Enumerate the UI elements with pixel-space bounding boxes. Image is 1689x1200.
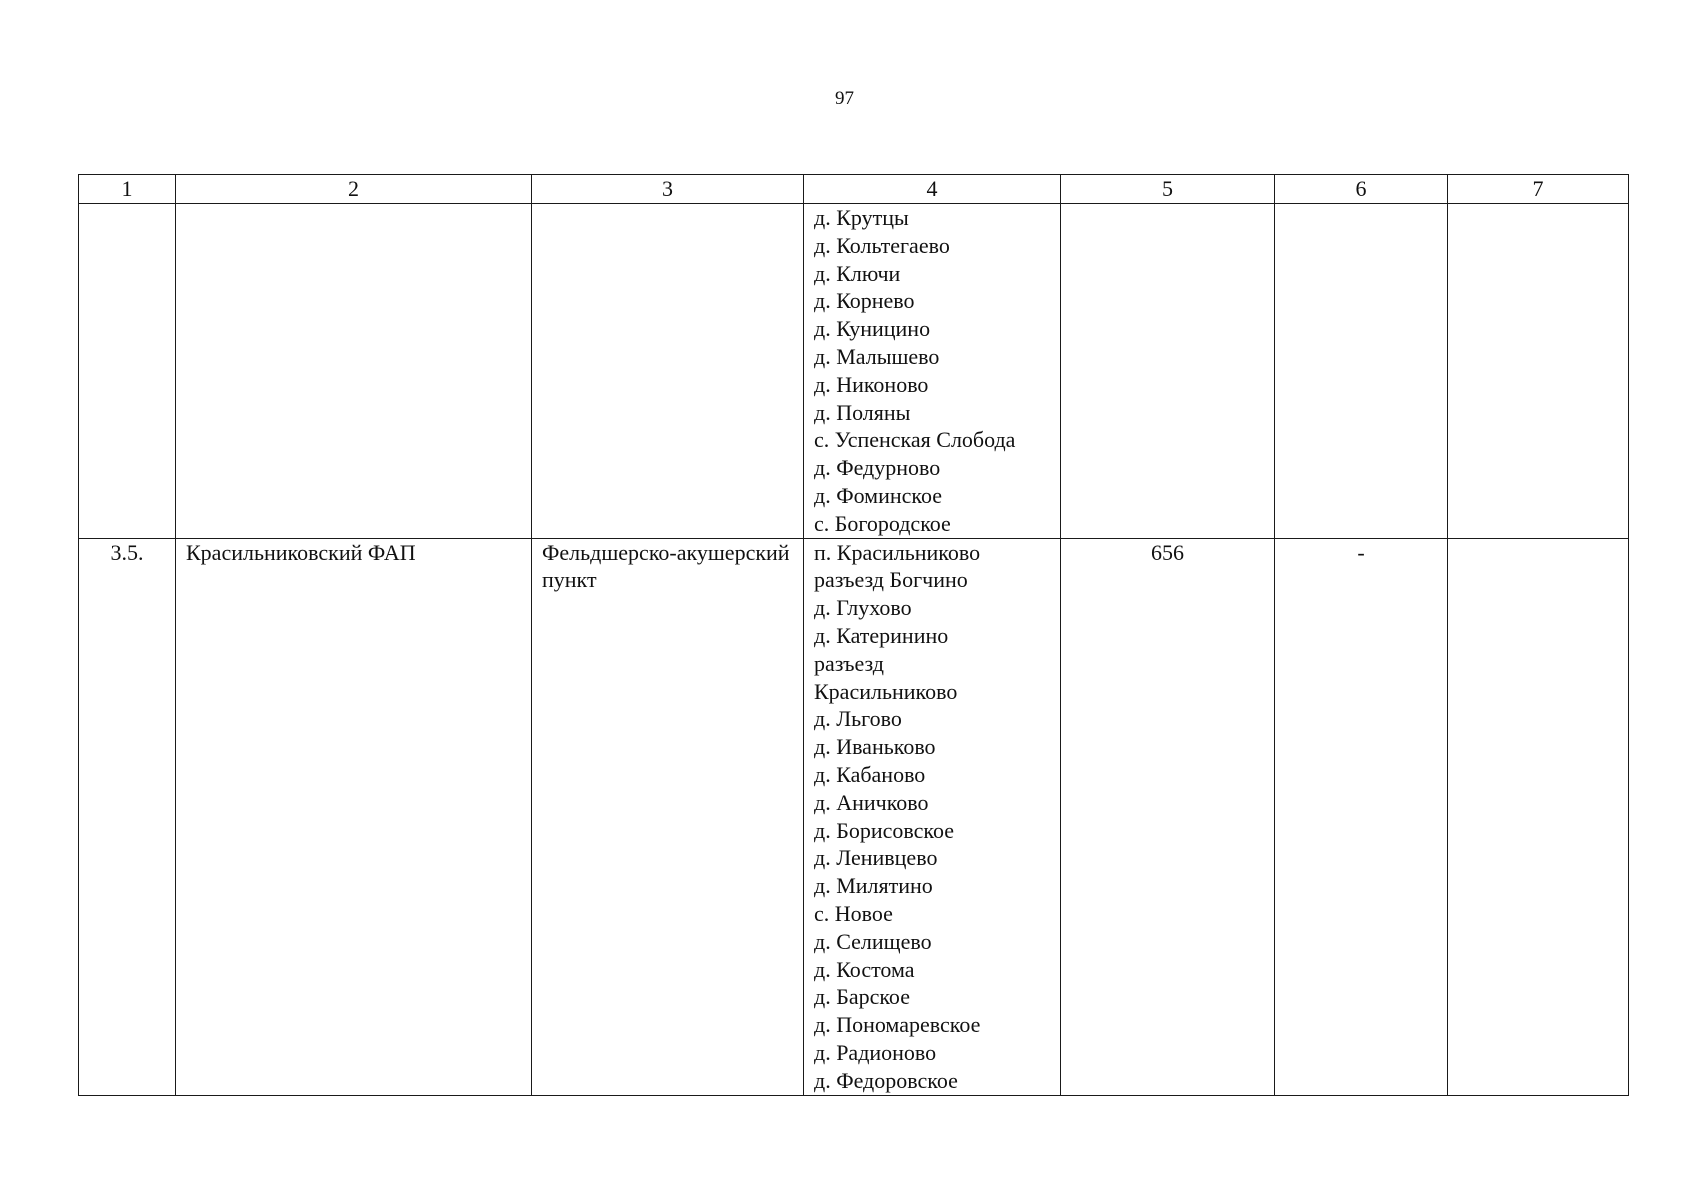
facility-name-cell [176,204,532,539]
header-col-6: 6 [1275,175,1448,204]
header-col-2: 2 [176,175,532,204]
facility-name-cell: Красильниковский ФАП [176,538,532,1095]
settlement-item: д. Кабаново [814,761,926,787]
settlement-item: разъезд Богчино [814,567,968,593]
settlement-item: д. Корнево [814,288,915,314]
settlement-item: д. Федоровское [814,1067,958,1093]
settlement-item: с. Новое [814,900,893,926]
col7-cell [1448,538,1629,1095]
header-col-1: 1 [79,175,176,204]
settlements-cell [804,204,1061,539]
facility-type-cell: Фельдшерско-акушерский пункт [532,538,804,1095]
col6-cell: - [1275,538,1448,1095]
settlement-item: д. Иваньково [814,734,936,760]
col7-cell [1448,204,1629,539]
page-number: 97 [835,88,854,109]
settlement-item: д. Никоново [814,371,929,397]
settlement-item: Красильниково [814,678,958,704]
row-number-cell [79,204,176,539]
facility-type-cell [532,204,804,539]
table-row [79,204,1629,539]
population-cell: 656 [1061,538,1275,1095]
settlement-item: д. Фоминское [814,482,942,508]
settlement-item: д. Куницино [814,316,931,342]
settlement-item: д. Кольтегаево [814,232,950,258]
settlement-item: д. Глухово [814,595,912,621]
settlements-table [78,174,1629,1096]
settlement-item: с. Богородское [814,510,951,536]
settlement-item: д. Радионово [814,1039,937,1065]
population-cell [1061,204,1275,539]
settlement-item: разъезд [814,650,884,676]
settlement-item: д. Пономаревское [814,1012,981,1038]
settlement-item: с. Успенская Слобода [814,427,1016,453]
settlement-item: д. Ленивцево [814,845,938,871]
settlement-item: д. Костома [814,956,915,982]
settlement-item: д. Милятино [814,873,933,899]
header-row [79,175,1629,204]
header-col-4: 4 [804,175,1061,204]
settlements-cell [804,538,1061,1095]
settlement-item: д. Барское [814,984,910,1010]
settlement-item: д. Селищево [814,928,932,954]
settlement-item: д. Льгово [814,706,902,732]
settlement-item: д. Малышево [814,343,940,369]
table-row [79,538,1629,1095]
settlement-item: д. Федурново [814,455,941,481]
settlement-item: д. Крутцы [814,205,909,230]
settlement-item: д. Поляны [814,399,911,425]
col6-cell [1275,204,1448,539]
header-col-7: 7 [1448,175,1629,204]
settlement-item: д. Аничково [814,789,929,815]
header-col-3: 3 [532,175,804,204]
settlement-item: д. Катеринино [814,622,949,648]
row-number-cell: 3.5. [79,538,176,1095]
header-col-5: 5 [1061,175,1275,204]
settlement-item: п. Красильниково [814,539,981,565]
settlement-item: д. Ключи [814,260,901,286]
settlement-item: д. Борисовское [814,817,954,843]
